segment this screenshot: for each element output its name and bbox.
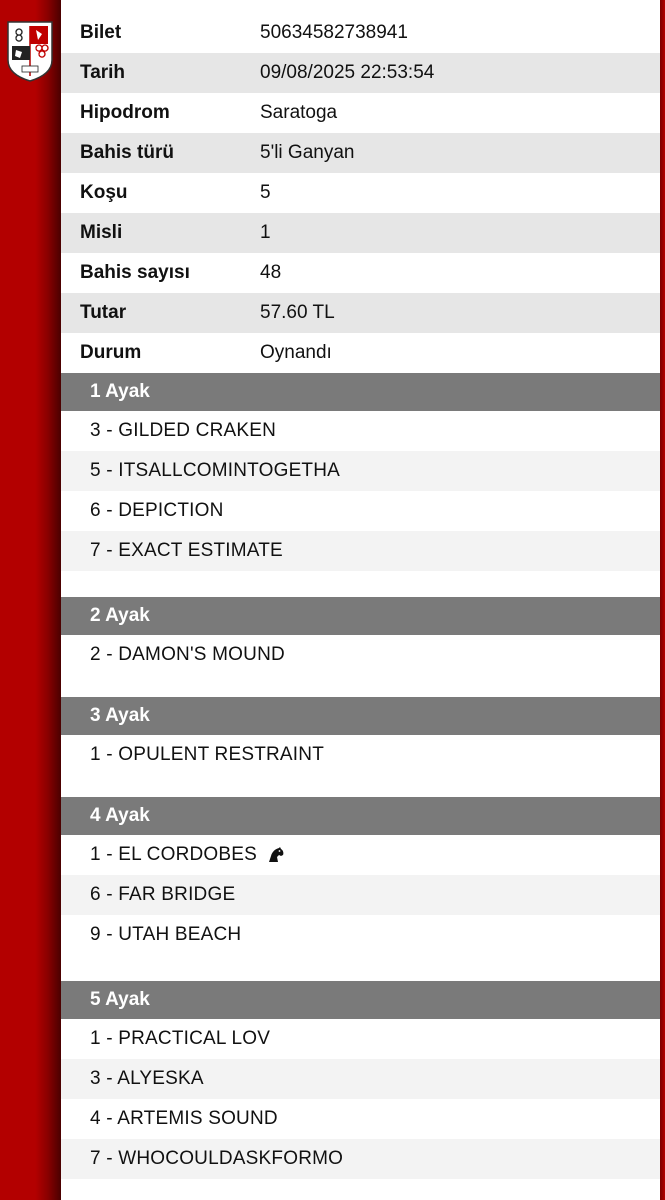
info-row-hipodrom <box>61 93 660 133</box>
horse-row: 6 - FAR BRIDGE <box>61 875 660 915</box>
info-value: 48 <box>260 262 282 283</box>
horse-row: 5 - ITSALLCOMINTOGETHA <box>61 451 660 491</box>
info-row-bilet <box>61 13 660 53</box>
leg-header: 5 Ayak <box>61 981 660 1019</box>
info-value: Oynandı <box>260 342 332 363</box>
info-row-tutar <box>61 293 660 333</box>
horse-row: 2 - DAMON'S MOUND <box>90 644 285 665</box>
leg-1 <box>61 373 660 597</box>
info-value: 50634582738941 <box>260 22 408 43</box>
leg-header: 3 Ayak <box>61 697 660 735</box>
info-label: Bahis türü <box>80 142 174 163</box>
horse-row: 7 - WHOCOULDASKFORMO <box>61 1139 660 1179</box>
club-crest-logo <box>6 20 54 82</box>
info-label: Hipodrom <box>80 102 170 123</box>
right-red-edge <box>660 0 665 1200</box>
horse-row: 3 - ALYESKA <box>61 1059 660 1099</box>
info-row-misli <box>61 213 660 253</box>
leg-4 <box>61 797 660 981</box>
info-value: 5'li Ganyan <box>260 142 355 163</box>
info-label: Tarih <box>80 62 126 83</box>
info-value: 09/08/2025 22:53:54 <box>260 62 435 83</box>
info-row-bahis-sayisi <box>61 253 660 293</box>
ticket-detail-panel <box>61 13 660 1179</box>
info-row-tarih <box>61 53 660 93</box>
leg-3 <box>61 697 660 797</box>
info-value: 57.60 TL <box>260 302 335 323</box>
info-row-durum <box>61 333 660 373</box>
info-row-bahis-turu <box>61 133 660 173</box>
leg-header: 4 Ayak <box>61 797 660 835</box>
info-label: Koşu <box>80 182 128 203</box>
horse-row: 4 - ARTEMIS SOUND <box>90 1108 278 1129</box>
leg-5 <box>61 981 660 1179</box>
horse-row: 7 - EXACT ESTIMATE <box>61 531 660 571</box>
horse-row: 1 - PRACTICAL LOV <box>90 1028 271 1049</box>
horse-row: 9 - UTAH BEACH <box>90 924 242 945</box>
info-label: Bahis sayısı <box>80 262 190 283</box>
leg-2 <box>61 597 660 697</box>
info-label: Durum <box>80 342 142 363</box>
horse-head-icon <box>267 847 285 863</box>
horse-row: 6 - DEPICTION <box>90 500 224 521</box>
info-value: 1 <box>260 222 271 243</box>
horse-row <box>61 835 660 875</box>
horse-row: 1 - OPULENT RESTRAINT <box>90 744 324 765</box>
horse-name: 1 - EL CORDOBES <box>90 844 258 865</box>
leg-header: 2 Ayak <box>61 597 660 635</box>
horse-row: 3 - GILDED CRAKEN <box>90 420 277 441</box>
info-label: Tutar <box>80 302 127 323</box>
info-row-kosu <box>61 173 660 213</box>
info-value: 5 <box>260 182 271 203</box>
info-label: Misli <box>80 222 123 243</box>
info-label: Bilet <box>80 22 122 43</box>
info-value: Saratoga <box>260 102 338 123</box>
leg-header: 1 Ayak <box>61 373 660 411</box>
left-red-rail <box>0 0 61 1200</box>
